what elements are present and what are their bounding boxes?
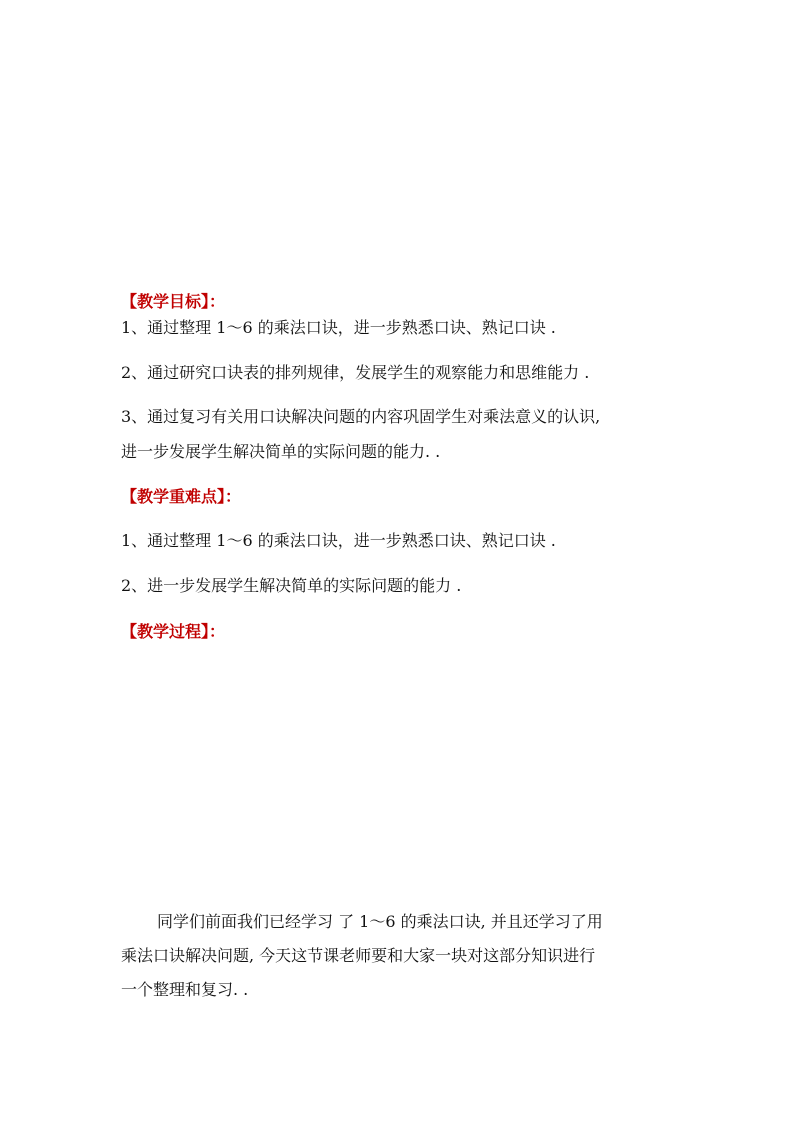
process-paragraph-line-1: 同学们前面我们已经学习 了 1～6 的乘法口诀, 并且还学习了用 xyxy=(157,912,603,931)
process-paragraph-line-2: 乘法口诀解决问题, 今天这节课老师要和大家一块对这部分知识进行 xyxy=(121,946,596,965)
objective-item-3-continued: 进一步发展学生解决简单的实际问题的能力. . xyxy=(121,442,441,461)
process-paragraph xyxy=(121,905,681,1007)
key-point-item-2: 2、进一步发展学生解决简单的实际问题的能力 . xyxy=(121,576,462,595)
objective-item-1: 1、通过整理 1～6 的乘法口诀，进一步熟悉口诀、熟记口诀 . xyxy=(121,318,556,337)
process-heading: 【教学过程】： xyxy=(121,622,226,641)
key-point-item-1: 1、通过整理 1～6 的乘法口诀，进一步熟悉口诀、熟记口诀 . xyxy=(121,531,556,550)
key-points-heading: 【教学重难点】： xyxy=(121,487,242,506)
objective-item-3: 3、通过复习有关用口诀解决问题的内容巩固学生对乘法意义的认识, xyxy=(121,407,601,426)
objectives-heading: 【教学目标】： xyxy=(121,292,226,311)
process-paragraph-line-3: 一个整理和复习. . xyxy=(121,980,249,999)
objective-item-2: 2、通过研究口诀表的排列规律，发展学生的观察能力和思维能力 . xyxy=(121,363,590,382)
